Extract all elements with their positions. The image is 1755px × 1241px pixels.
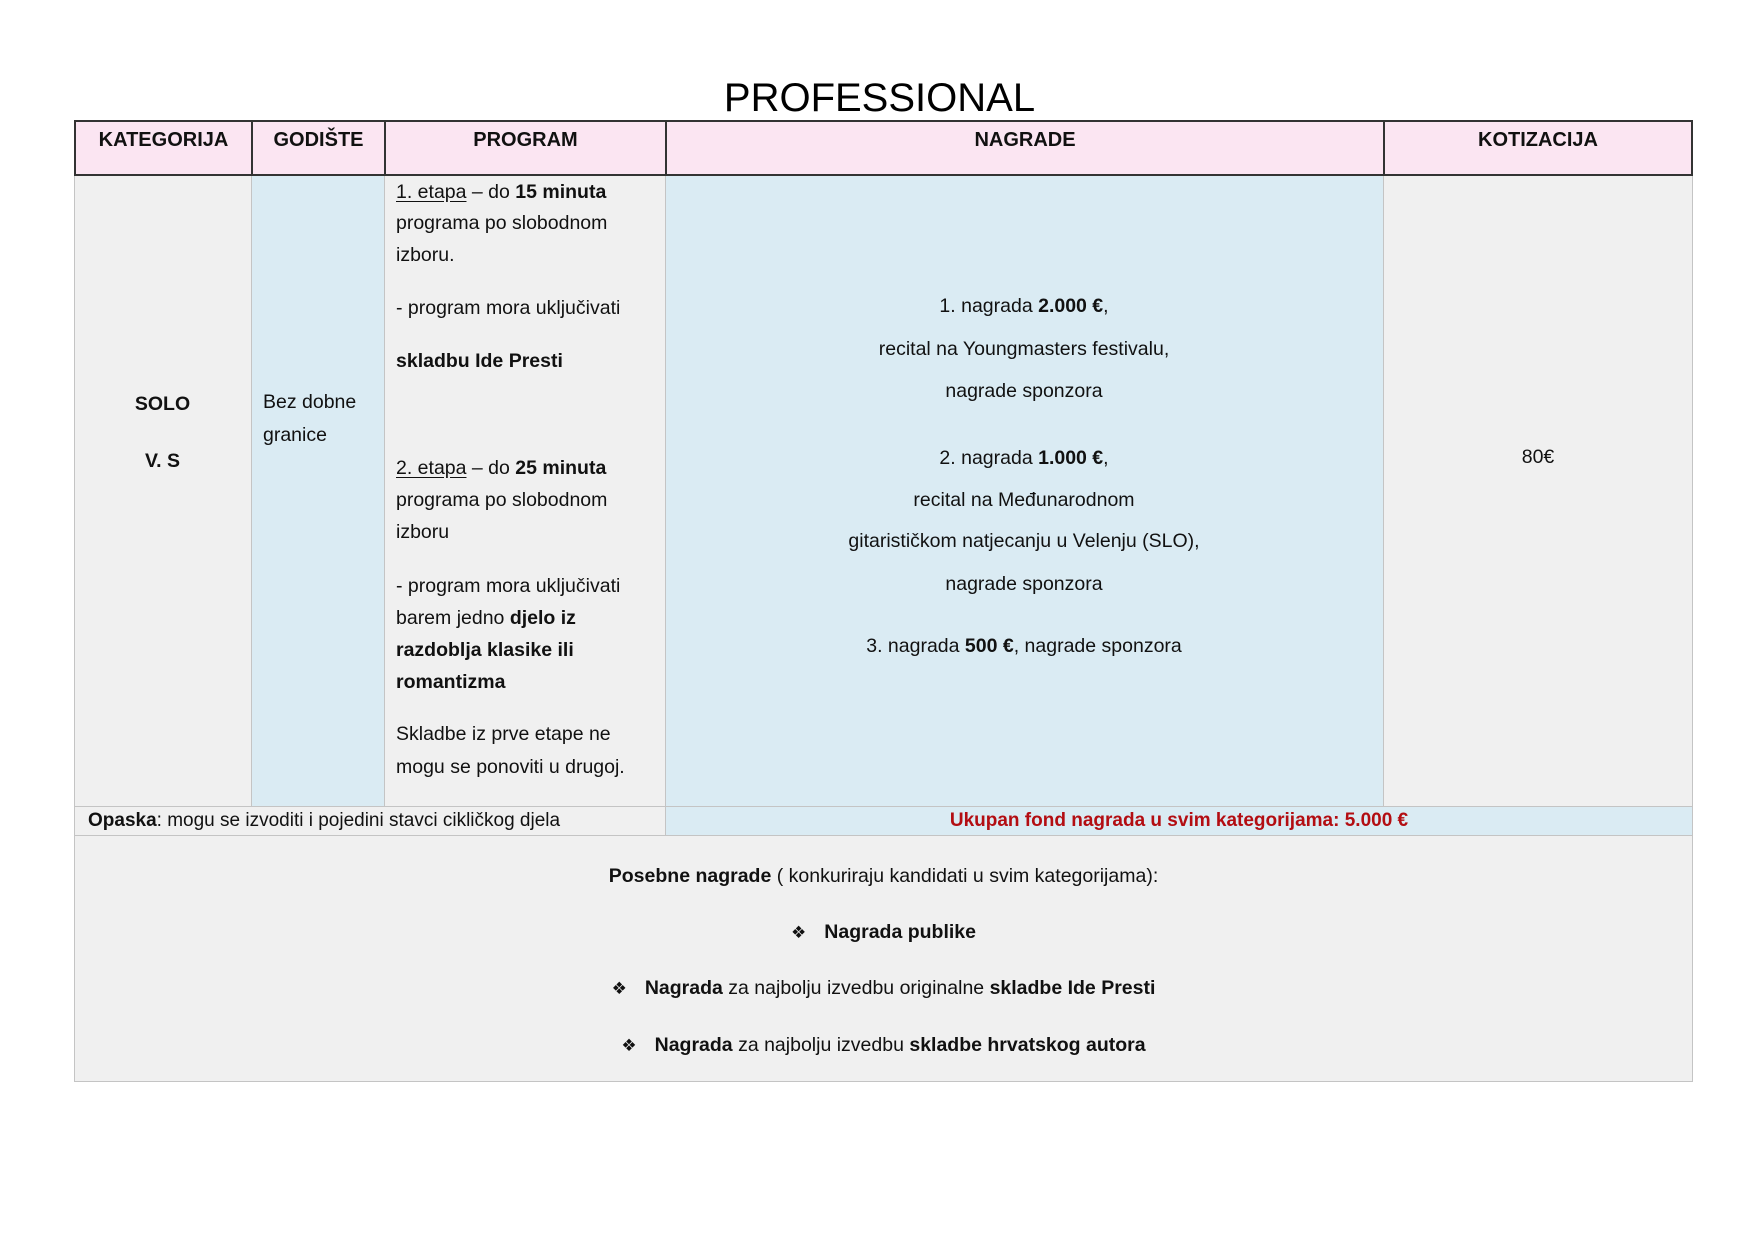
header-kotizacija: KOTIZACIJA (1383, 120, 1693, 176)
special-item-bold2: skladbe hrvatskog autora (909, 1034, 1146, 1056)
category-solo: SOLO (134, 393, 191, 415)
prize-third-label: 3. nagrada (866, 635, 965, 657)
program-stage2-line3: izboru (396, 521, 450, 543)
prize-third (665, 630, 1383, 662)
program-stage2-req: - program mora uključivati (396, 575, 621, 597)
bullet-diamond-icon: ❖ (621, 1036, 637, 1055)
program-stage2-line2: programa po slobodnom (396, 489, 608, 511)
prize-second-line3: gitarističkom natjecanju u Velenju (SLO), (848, 530, 1200, 552)
page-title: PROFESSIONAL (723, 76, 1036, 120)
special-item (74, 1029, 1693, 1062)
category-vs: V. S (144, 450, 181, 472)
special-item (74, 916, 1693, 949)
stage2-label: 2. etapa (396, 457, 467, 479)
prize-second-label: 2. nagrada (939, 447, 1039, 469)
header-godiste: GODIŠTE (251, 120, 384, 176)
total-fund-text: Ukupan fond nagrada u svim kategorijama: 5.000 € (949, 810, 1409, 831)
remark-label: Opaska (88, 810, 157, 831)
program-note-line2: mogu se ponoviti u drugoj. (396, 756, 625, 778)
remark-text (88, 805, 560, 837)
prize-first-label: 1. nagrada (939, 295, 1039, 317)
stage1-duration: 15 minuta (515, 181, 607, 203)
program-stage1-title (396, 176, 606, 208)
special-item-bold: Nagrada (644, 977, 723, 999)
program-stage2-req-line3: razdoblja klasike ili (396, 639, 574, 661)
cell-category (74, 176, 251, 806)
program-note-line1: Skladbe iz prve etape ne (396, 723, 611, 745)
comma: , (1103, 447, 1109, 469)
remark-body: : mogu se izvoditi i pojedini stavci cikličkog djela (156, 810, 561, 831)
stage2-duration: 25 minuta (515, 457, 607, 479)
program-stage2-title (396, 452, 606, 484)
special-item (74, 972, 1693, 1005)
req-text: barem jedno (396, 607, 510, 629)
program-stage1-req-piece: skladbu Ide Presti (396, 350, 563, 372)
fee-value: 80€ (1521, 446, 1555, 468)
special-heading-rest: ( konkuriraju kandidati u svim kategorijama): (771, 865, 1159, 887)
program-stage1-req: - program mora uključivati (396, 297, 621, 319)
program-stage1-line3: izboru. (396, 244, 455, 266)
prize-first-line2: recital na Youngmasters festivalu, (878, 338, 1170, 360)
age-line1: Bez dobne (263, 391, 357, 413)
header-kategorija: KATEGORIJA (74, 120, 251, 176)
special-heading-bold: Posebne nagrade (608, 865, 772, 887)
special-heading (74, 860, 1693, 892)
prize-second-amount: 1.000 € (1038, 447, 1104, 469)
program-stage2-req-line2 (396, 602, 576, 634)
req-bold: djelo iz (509, 607, 576, 629)
program-stage1-line2: programa po slobodnom (396, 212, 608, 234)
prize-second-line4: nagrade sponzora (945, 573, 1103, 595)
special-item-bold2: skladbe Ide Presti (989, 977, 1156, 999)
cell-fee (1383, 176, 1693, 806)
cell-age (251, 176, 384, 806)
prize-second-line2: recital na Međunarodnom (913, 489, 1135, 511)
bullet-diamond-icon: ❖ (791, 923, 807, 942)
prize-third-suffix: , nagrade sponzora (1013, 635, 1182, 657)
special-item-text: za najbolju izvedbu (732, 1034, 910, 1056)
age-line2: granice (263, 424, 327, 446)
special-item-bold: Nagrada (654, 1034, 733, 1056)
prize-first (665, 290, 1383, 322)
prize-third-amount: 500 € (964, 635, 1014, 657)
prize-first-amount: 2.000 € (1038, 295, 1104, 317)
prize-second (665, 442, 1383, 474)
comma: , (1103, 295, 1109, 317)
stage1-label: 1. etapa (396, 181, 467, 203)
special-item-bold: Nagrada publike (824, 921, 976, 943)
prize-first-line3: nagrade sponzora (945, 380, 1103, 402)
dash: – do (466, 457, 516, 479)
dash: – do (466, 181, 516, 203)
bullet-diamond-icon: ❖ (611, 979, 627, 998)
special-item-text: za najbolju izvedbu originalne (722, 977, 990, 999)
header-program: PROGRAM (384, 120, 665, 176)
header-nagrade: NAGRADE (665, 120, 1383, 176)
program-stage2-req-line4: romantizma (396, 671, 506, 693)
